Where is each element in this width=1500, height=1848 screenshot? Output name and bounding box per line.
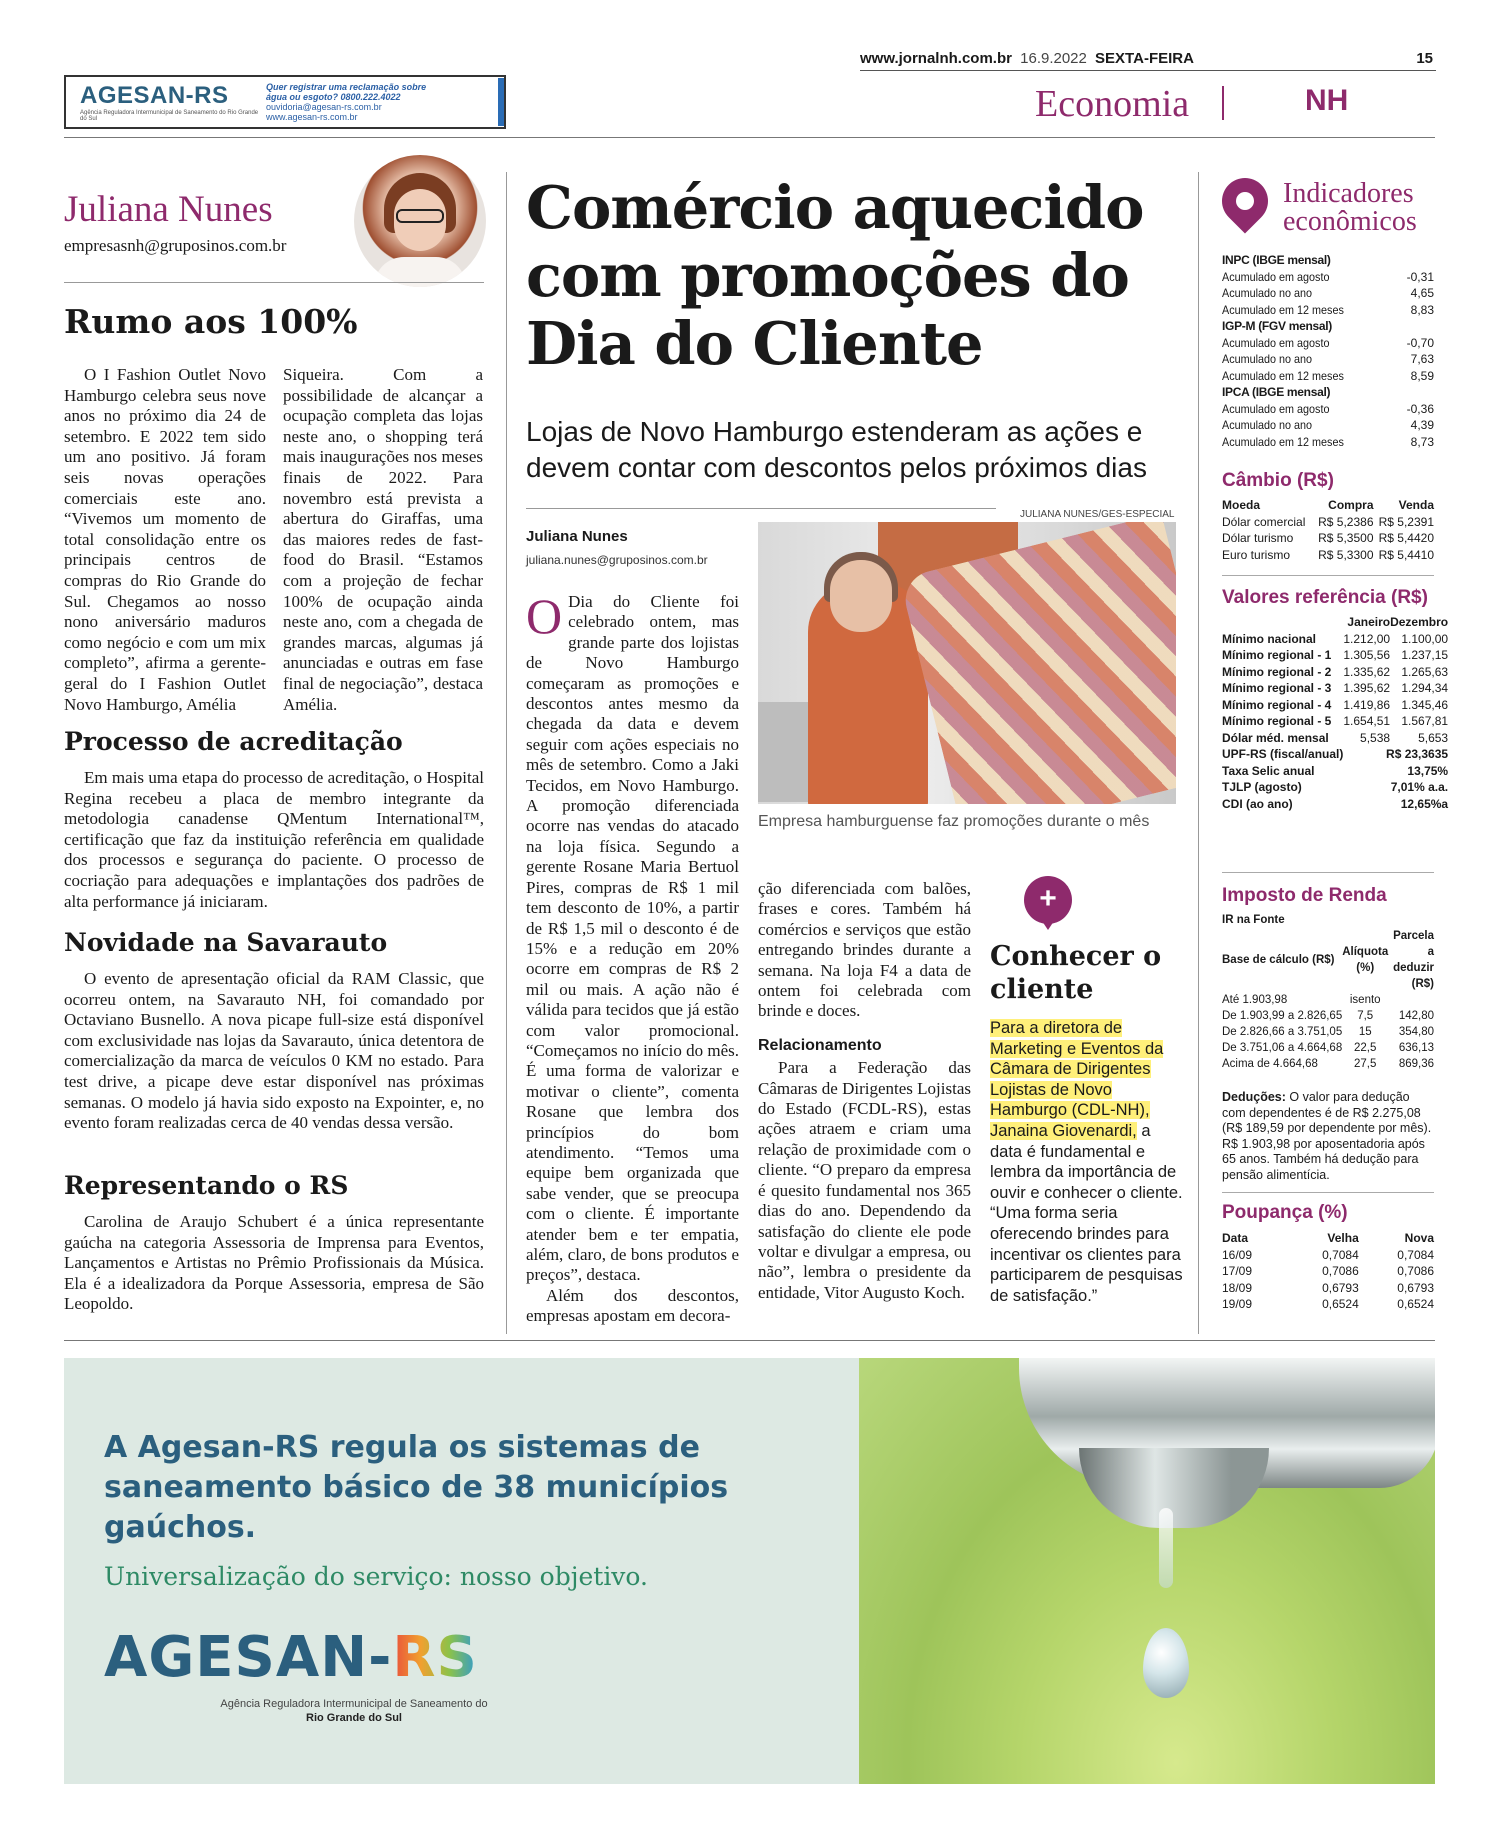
table-header-cell: Compra: [1328, 498, 1374, 512]
article-rule: [526, 508, 996, 509]
article-col2-p2: Para a Federação das Câmaras de Dirigentes Lojistas do Estado (FCDL-RS), estas ações atraem e criam uma relação de proximidade com o cliente. “O preparo da empresa é quesito fundamental nos 365 dias do ano. Dependendo da satisfação do cliente ele pode voltar e divulgar a empresa, ou não”, lembra o presidente da entidade, Vitor Augusto Koch.: [758, 1058, 971, 1302]
table-header-row: [1222, 1230, 1434, 1247]
table-row: [1222, 763, 1448, 780]
article-photo: [758, 522, 1176, 804]
indicator-label: Acumulado em 12 meses: [1222, 302, 1344, 317]
table-cell: 19/09: [1222, 1297, 1253, 1311]
section-title: Economia: [1035, 83, 1190, 125]
indicator-value: -0,36: [1406, 401, 1434, 416]
sidebar-title: Conhecer o cliente: [990, 941, 1162, 1005]
table-cell: 12,65%a: [1400, 796, 1449, 811]
table-row: [1222, 547, 1434, 564]
table-header-cell: Moeda: [1222, 498, 1261, 512]
table-cell: Euro turismo: [1222, 547, 1291, 562]
article-subhead: Lojas de Novo Hamburgo estenderam as ações e devem contar com descontos pelos próximos dias: [526, 416, 1147, 483]
table-cell: 1.419,86: [1343, 697, 1391, 712]
table-cell: 1.395,62: [1343, 681, 1391, 695]
sidebar-rest: a data é fundamental e lembra da importância de ouvir e conhecer o cliente. “Uma forma seria oferecendo brindes para incentivar os clientes para participarem de pesquisas de satisfação.”: [990, 1121, 1183, 1305]
table-cell: 0,7084: [1322, 1247, 1359, 1262]
indicator-value: 4,39: [1410, 418, 1434, 432]
edition-weekday: SEXTA-FEIRA: [1095, 50, 1194, 67]
table-cell: Mínimo regional - 5: [1222, 714, 1332, 728]
article-headline: Comércio aquecido com promoções do Dia do Cliente: [526, 173, 1144, 378]
table-header-cell: IR na Fonte: [1222, 914, 1285, 926]
location-pin-dot: [1236, 192, 1254, 210]
table-cell: 1.237,15: [1401, 648, 1449, 662]
table-header-cell: Dezembro: [1390, 615, 1449, 629]
indicator-row: [1222, 351, 1434, 368]
table-header-row: [1222, 928, 1434, 992]
table-row: [1222, 514, 1434, 531]
article-byline-email[interactable]: juliana.nunes@gruposinos.com.br: [526, 553, 708, 567]
table-row: [1222, 664, 1448, 681]
table-header-cell: Janeiro: [1347, 615, 1391, 629]
article-column-2: [758, 879, 971, 1303]
top-ad-line2: água ou esgoto? 0800.222.4022: [266, 92, 401, 102]
indicator-value: 4,65: [1410, 286, 1434, 300]
article-subtitle: Relacionamento: [758, 1036, 882, 1054]
indicator-value: 7,63: [1410, 352, 1434, 366]
table-cell: 5,653: [1418, 730, 1449, 745]
plus-icon-tail: [1040, 918, 1056, 930]
valores-table: [1222, 614, 1448, 812]
table-row: [1222, 1040, 1434, 1056]
article-col1-p2: Além dos descontos, empresas apostam em decora-: [526, 1285, 739, 1326]
table-header-row: [1222, 497, 1434, 514]
table-cell: 0,6793: [1397, 1280, 1434, 1295]
table-row: [1222, 713, 1448, 730]
column-text-processo: Em mais uma etapa do processo de acreditação, o Hospital Regina recebeu a placa de membro integrante da metodologia canadense QMentum International™, certificação que faz da instituição referência em qualidade dos processos e segurança do paciente. O processo de cocriação para adequações e implantações dos padrões de alta performance já iniciaram.: [64, 768, 484, 911]
poupanca-table: [1222, 1230, 1434, 1313]
table-row: [1222, 1008, 1434, 1024]
table-header-cell: Alíquota (%): [1342, 946, 1389, 974]
poupanca-title: Poupança (%): [1222, 1202, 1348, 1223]
table-cell: De 3.751,06 a 4.664,68: [1222, 1042, 1343, 1054]
table-row: [1222, 1280, 1434, 1297]
header-bottom-rule: [64, 137, 1435, 138]
table-row: [1222, 647, 1448, 664]
table-header-row: [1222, 614, 1448, 631]
article-dropcap: O: [526, 588, 563, 644]
indicators-title: [1283, 180, 1417, 236]
table-cell: R$ 5,2391: [1378, 514, 1434, 529]
table-cell: 354,80: [1398, 1026, 1434, 1038]
indicator-label: Acumulado em 12 meses: [1222, 368, 1344, 383]
article-byline: Juliana Nunes: [526, 528, 628, 545]
table-header-cell: [1222, 614, 1343, 631]
table-header-row: [1222, 912, 1434, 928]
table-cell: isento: [1349, 994, 1381, 1006]
column-divider-right: [1198, 172, 1199, 1334]
column-heading-savarauto: Novidade na Savarauto: [64, 928, 388, 957]
indicator-value: -0,70: [1406, 335, 1434, 350]
table-cell: 15: [1358, 1026, 1372, 1038]
plus-icon: +: [1024, 876, 1072, 924]
table-cell: Mínimo regional - 4: [1222, 697, 1332, 712]
page-number: 15: [1416, 50, 1433, 67]
table-cell: 1.305,56: [1343, 648, 1391, 662]
section-separator: [1222, 86, 1224, 120]
indicator-label: Acumulado em agosto: [1222, 335, 1330, 350]
table-row: [1222, 992, 1434, 1008]
table-cell: 18/09: [1222, 1280, 1253, 1295]
columnist-avatar: [354, 155, 486, 287]
indicator-row: [1222, 335, 1434, 352]
indicator-groups: [1222, 252, 1434, 450]
table-cell: 1.294,34: [1401, 681, 1449, 695]
indicator-row: [1222, 285, 1434, 302]
table-header-cell: Parcela a deduzir (R$): [1393, 930, 1434, 990]
indicator-label: Acumulado em agosto: [1222, 401, 1330, 416]
table-cell: 7,5: [1357, 1010, 1374, 1022]
indicator-row: [1222, 434, 1434, 451]
top-ad-logo-sub: Agência Reguladora Intermunicipal de Saneamento do Rio Grande do Sul: [80, 110, 259, 122]
table-header-cell: Base de cálculo (R$): [1222, 954, 1335, 966]
table-cell: 17/09: [1222, 1264, 1253, 1278]
table-cell: Taxa Selic anual: [1222, 763, 1315, 778]
indicator-label: Acumulado em 12 meses: [1222, 434, 1344, 449]
table-cell: 1.567,81: [1401, 714, 1449, 728]
table-cell: De 1.903,99 a 2.826,65: [1222, 1010, 1343, 1022]
column-heading-rumo: Rumo aos 100%: [64, 302, 358, 341]
table-cell: 27,5: [1354, 1058, 1377, 1070]
top-ad-stripe: [498, 78, 504, 126]
ad-subline: Universalização do serviço: nosso objetivo.: [104, 1562, 648, 1591]
table-cell: TJLP (agosto): [1222, 780, 1302, 794]
header-meta: [860, 50, 1194, 67]
table-cell: R$ 5,4410: [1378, 547, 1434, 562]
ir-deducoes-text: O valor para dedução com dependentes é de R$ 2.275,08 (R$ 189,59 por dependente por mês). R$ 1.903,98 por aposentadoria após 65 anos. Também há dedução para pensão alimentícia.: [1222, 1090, 1432, 1182]
article-col1-p1: Dia do Cliente foi celebrado ontem, mas grande parte dos lojistas de Novo Hamburgo começaram as promoções e descontos antes mesmo da chegada da data e devem seguir com ações especiais no mês de setembro. Como a Jaki Tecidos, em Novo Hamburgo. A promoção diferenciada ocorre nas vendas do atacado na loja física. Segundo a gerente Rosane Maria Bertuol Pires, compras de R$ 1 mil tem desconto de 10%, a partir de R$ 1,5 mil o desconto é de 15% e a redução em 20% ocorre em compras de R$ 2 mil ou mais. A ação não é válida para tecidos que já estão com valor promocional. “Começamos no início do mês. É uma forma de valorizar e motivar o cliente”, comenta Rosane que lembra dos princípios do bom atendimento. “Temos uma equipe bem organizada que sabe vender, que se preocupa com o cliente. É importante atender bem e ter empatia, além, claro, de bons produtos e preços”, destaca.: [526, 592, 739, 1285]
top-ad-banner[interactable]: [64, 75, 506, 129]
table-row: [1222, 779, 1448, 796]
table-cell: Mínimo regional - 1: [1222, 648, 1332, 662]
ad-logo: [104, 1625, 478, 1690]
indicator-value: 8,73: [1410, 434, 1434, 449]
table-row: [1222, 631, 1448, 648]
rule-ir: [1222, 872, 1434, 873]
table-cell: 1.212,00: [1343, 631, 1391, 646]
ad-logo-a: AGESAN-: [104, 1625, 393, 1690]
ad-logo-sub: [194, 1697, 514, 1725]
indicator-group-name: IGP-M (FGV mensal): [1222, 319, 1332, 333]
table-cell: R$ 5,3500: [1318, 531, 1374, 545]
ir-deducoes-label: Deduções:: [1222, 1090, 1286, 1104]
table-row: [1222, 1024, 1434, 1040]
table-cell: 16/09: [1222, 1247, 1253, 1262]
edition-date: 16.9.2022: [1020, 50, 1087, 67]
table-cell: 636,13: [1398, 1042, 1434, 1054]
table-cell: 0,7084: [1397, 1247, 1434, 1262]
column-heading-representando: Representando o RS: [64, 1171, 349, 1200]
indicator-row: [1222, 417, 1434, 434]
column-text-savarauto: O evento de apresentação oficial da RAM Classic, que ocorreu ontem, na Savarauto NH, foi comandado por Octaviano Busnello. A nova picape full-size está disponível com exclusividade nas lojas da Savarauto, única detentora de comercialização da marca de veículos 0 KM no estado. Para test drive, a picape deve estar disponível nas próximas semanas. O modelo já havia sido exposto na Expointer, e, no evento foram realizadas cerca de 40 vendas dessa versão.: [64, 969, 484, 1133]
cambio-title: Câmbio (R$): [1222, 470, 1334, 491]
table-cell: CDI (ao ano): [1222, 796, 1293, 811]
table-cell: Dólar méd. mensal: [1222, 730, 1329, 745]
table-cell: 1.100,00: [1401, 631, 1449, 646]
table-cell: 22,5: [1354, 1042, 1377, 1054]
table-row: [1222, 530, 1434, 547]
table-header-cell: Venda: [1398, 498, 1434, 512]
table-header-cell: Nova: [1404, 1231, 1434, 1245]
table-row: [1222, 730, 1448, 747]
indicator-group-name: IPCA (IBGE mensal): [1222, 385, 1331, 399]
table-cell: 0,7086: [1322, 1264, 1359, 1278]
table-row: [1222, 1296, 1434, 1313]
indicator-label: Acumulado em agosto: [1222, 269, 1330, 284]
top-ad-email: ouvidoria@agesan-rs.com.br: [266, 102, 382, 112]
table-cell: Mínimo regional - 3: [1222, 681, 1332, 695]
top-ad-contact: [266, 82, 426, 122]
table-row: [1222, 1056, 1434, 1072]
indicators-title-2: econômicos: [1283, 206, 1417, 237]
cambio-table: [1222, 497, 1434, 563]
table-cell: Até 1.903,98: [1222, 994, 1288, 1006]
rule-poupanca: [1222, 1192, 1434, 1193]
table-cell: UPF-RS (fiscal/anual): [1222, 747, 1344, 761]
table-cell: R$ 5,4420: [1378, 531, 1434, 545]
table-cell: 142,80: [1398, 1010, 1434, 1022]
ad-headline: A Agesan-RS regula os sistemas de saneamento básico de 38 municípios gaúchos.: [104, 1430, 729, 1545]
indicator-value: -0,31: [1406, 269, 1434, 284]
table-cell: R$ 23,3635: [1386, 747, 1449, 761]
indicator-label: Acumulado no ano: [1222, 418, 1313, 432]
table-cell: 1.345,46: [1401, 697, 1449, 712]
sidebar-text: [990, 1018, 1185, 1306]
table-cell: 0,7086: [1397, 1264, 1434, 1278]
table-cell: Dólar turismo: [1222, 531, 1294, 545]
ad-top-rule: [64, 1340, 1435, 1341]
column-rule: [64, 282, 484, 283]
table-row: [1222, 1247, 1434, 1264]
table-cell: Dólar comercial: [1222, 514, 1306, 529]
rule-valores: [1222, 575, 1434, 576]
columnist-email[interactable]: empresasnh@gruposinos.com.br: [64, 236, 287, 255]
top-ad-logo-text: AGESAN-RS: [80, 82, 229, 109]
site-url: www.jornalnh.com.br: [860, 50, 1012, 67]
table-cell: Acima de 4.664,68: [1222, 1058, 1318, 1070]
ad-logo-sub-1: Agência Reguladora Intermunicipal de Saneamento do: [220, 1698, 488, 1710]
indicator-row: [1222, 302, 1434, 319]
table-cell: Mínimo regional - 2: [1222, 664, 1332, 679]
table-row: [1222, 680, 1448, 697]
ad-logo-b: RS: [392, 1625, 478, 1690]
indicator-label: Acumulado no ano: [1222, 352, 1313, 366]
table-header-cell: Data: [1222, 1231, 1249, 1245]
column-text-rumo-2: Siqueira. Com a possibilidade de alcançar a ocupação completa das lojas neste ano, o shopping terá mais inaugurações nos meses finais de 2022. Para novembro está prevista a abertura do Giraffas, uma das maiores redes de fast-food do Brasil. “Estamos com a projeção de fechar 100% de ocupação ainda neste ano, com a chegada de grandes marcas, algumas já anunciadas e outras em fase final de negociação”, destaca Amélia.: [283, 365, 483, 714]
top-ad-logo: [66, 82, 266, 122]
table-cell: 13,75%: [1407, 763, 1449, 778]
photo-credit: JULIANA NUNES/GES-ESPECIAL: [1020, 509, 1175, 520]
header-rule: [860, 70, 1436, 71]
ad-logo-sub-2: Rio Grande do Sul: [306, 1712, 402, 1724]
table-cell: De 2.826,66 a 3.751,05: [1222, 1026, 1343, 1038]
table-cell: Mínimo nacional: [1222, 631, 1317, 646]
column-divider-left: [506, 172, 507, 1334]
indicator-row: [1222, 368, 1434, 385]
table-cell: R$ 5,3300: [1318, 547, 1374, 562]
indicator-row: [1222, 401, 1434, 418]
indicator-row: [1222, 269, 1434, 286]
table-cell: R$ 5,2386: [1318, 514, 1374, 529]
table-cell: [1388, 992, 1434, 1008]
columnist-name: Juliana Nunes: [64, 189, 273, 230]
section-tag: NH: [1305, 84, 1349, 117]
ir-table: [1222, 912, 1434, 1072]
table-cell: 0,6524: [1397, 1297, 1434, 1311]
table-cell: 1.335,62: [1343, 664, 1391, 679]
table-cell: 7,01% a.a.: [1390, 780, 1449, 794]
table-header-cell: Velha: [1327, 1231, 1359, 1245]
ad-faucet-photo: [859, 1358, 1435, 1784]
table-row: [1222, 746, 1448, 763]
ir-title: Imposto de Renda: [1222, 885, 1387, 906]
table-cell: 869,36: [1398, 1058, 1434, 1070]
table-cell: 0,6524: [1322, 1297, 1359, 1311]
top-ad-website: www.agesan-rs.com.br: [266, 112, 358, 122]
table-row: [1222, 1263, 1434, 1280]
table-cell: 0,6793: [1322, 1280, 1359, 1295]
indicator-value: 8,59: [1410, 368, 1434, 383]
table-cell: 5,538: [1360, 730, 1391, 745]
indicator-group-name: INPC (IBGE mensal): [1222, 253, 1331, 267]
article-column-1: [526, 588, 739, 1327]
indicator-value: 8,83: [1410, 302, 1434, 317]
photo-caption: Empresa hamburguense faz promoções durante o mês: [758, 813, 1150, 830]
table-cell: 1.265,63: [1401, 664, 1449, 679]
column-text-rumo-1: O I Fashion Outlet Novo Hamburgo celebra seus nove anos no próximo dia 24 de setembro. E 2022 tem sido um ano positivo. Já foram seis novas operações comerciais este ano. “Vivemos um momento de total consolidação entre os principais centros de compras do Rio Grande do Sul. Chegamos ao nosso nono aniversário maduros como negócio e com um mix completo”, afirma a gerente-geral do I Fashion Outlet Novo Hamburgo, Amélia: [64, 365, 266, 714]
top-ad-line1: Quer registrar uma reclamação sobre: [266, 82, 427, 92]
sidebar-highlight: Para a diretora de Marketing e Eventos da Câmara de Dirigentes Lojistas de Novo Hamburgo (CDL-NH), Janaina Giovenardi,: [990, 1019, 1164, 1140]
table-cell: 1.654,51: [1343, 714, 1391, 728]
indicators-title-1: Indicadores: [1283, 178, 1414, 209]
column-text-representando: Carolina de Araujo Schubert é a única representante gaúcha na categoria Assessoria de Imprensa para Eventos, Lançamentos e Artistas no Prêmio Profissionais da Música. Ela é a idealizadora da Porque Assessoria, empresa de São Leopoldo.: [64, 1212, 484, 1314]
valores-title: Valores referência (R$): [1222, 587, 1428, 608]
article-col2-p1: ção diferenciada com balões, frases e cores. Também há comércios e serviços que estão entregando brindes durante a semana. Na loja F4 a data de ontem foi celebrada com brinde e doces.: [758, 879, 971, 1021]
table-row: [1222, 796, 1448, 813]
indicator-label: Acumulado no ano: [1222, 286, 1313, 300]
table-row: [1222, 697, 1448, 714]
column-heading-processo: Processo de acreditação: [64, 727, 403, 756]
ir-deducoes: [1222, 1090, 1434, 1183]
